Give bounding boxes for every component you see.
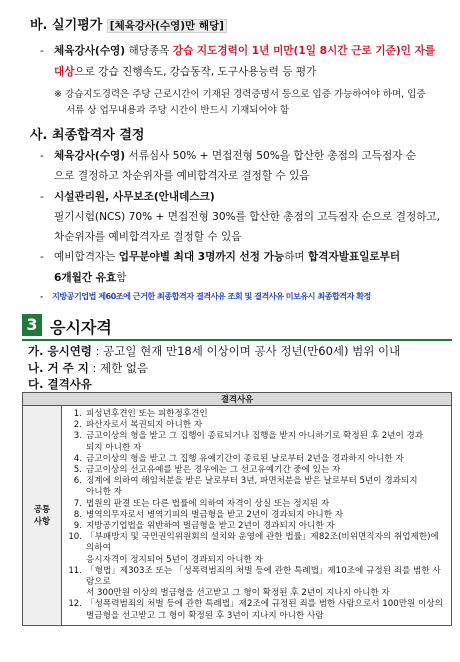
list-item-text: 아니한 자 bbox=[86, 487, 122, 498]
section-ba-tag: [체육강사(수영)만 해당] bbox=[107, 19, 227, 33]
list-item-number: 6. bbox=[73, 476, 82, 487]
list-item bbox=[66, 454, 447, 465]
table-header: 결격사유 bbox=[23, 393, 452, 406]
sa-p1-line-1: - 체육강사(수영) 서류심사 50% + 면접전형 50%을 합산한 총점의 고득점자 순 bbox=[40, 150, 417, 162]
list-item-text: 피성년후견인 또는 피한정후견인 bbox=[86, 409, 208, 419]
list-item-text: 「부패방지 및 국민권익위원회의 설치와 운영에 관한 법률」제82조(비위면직자의 취업제한)에 의하여 bbox=[86, 532, 439, 554]
list-item-text: 「형법」제303조 또는 「성폭력범죄의 처벌 등에 관한 특례법」제10조에 규정된 죄를 범한 사람으로 bbox=[86, 565, 441, 588]
list-item bbox=[66, 465, 447, 476]
list-item-text: 파산자로서 복권되지 아니한 자 bbox=[86, 420, 203, 431]
list-item-number: 8. bbox=[73, 509, 82, 520]
list-item-number: 1. bbox=[73, 409, 82, 419]
list-item-text: 병역의무자로서 병역기피의 벌금형을 받고 2년이 경과되지 아니한 자 bbox=[86, 509, 344, 520]
list-item-text: 응시자격이 정지되어 5년이 경과되지 아니한 자 bbox=[86, 554, 263, 565]
disqualification-heading: 다. 결격사유 bbox=[28, 377, 92, 391]
list-item bbox=[66, 431, 447, 453]
list-item-number: 12. bbox=[68, 599, 82, 610]
list-item bbox=[66, 499, 447, 510]
list-item-number: 2. bbox=[73, 420, 82, 431]
sa-p1-line-2: 으로 결정하고 차순위자를 예비합격자로 결정할 수 있음 bbox=[54, 170, 310, 182]
sa-p4: - 지방공기업법 제60조에 근거한 최종합격자 결격사유 조회 및 결격사유 미보유시 최종합격자 확정 bbox=[40, 291, 371, 301]
list-item-number: 4. bbox=[73, 453, 82, 464]
sa-p3-line-2: 6개월간 유효함 bbox=[54, 272, 127, 284]
list-item-number: 7. bbox=[73, 498, 82, 509]
ba-note-1: ※ 강습지도경력은 주당 근로시간이 기재된 경력증명서 등으로 입증 가능하여야 하며, 입증 bbox=[54, 89, 426, 100]
list-item bbox=[66, 409, 447, 420]
list-item-text: 지방공기업법을 위반하여 벌금형을 받고 2년이 경과되지 아니한 자 bbox=[86, 521, 335, 532]
list-item bbox=[66, 599, 447, 621]
items-cell bbox=[62, 406, 452, 626]
list-item-text: 금고이상의 형을 받고 그 집행 유예기간이 종료된 날로부터 2년을 경과하지 아니한 자 bbox=[86, 453, 404, 464]
list-item-text: 「성폭력범죄의 처벌 등에 관한 특례법」제2조에 규정된 죄를 범한 사람으로서 100만원 이상의 bbox=[86, 599, 443, 610]
list-item-number: 3. bbox=[73, 431, 82, 442]
list-item-text: 금고이상의 선고유예를 받은 경우에는 그 선고유예기간 중에 있는 자 bbox=[86, 465, 341, 476]
eligibility-residence: 나. 거 주 지 : 제한 없음 bbox=[28, 361, 149, 375]
sa-p2-title: - 시설관리원, 사무보조(안내데스크) bbox=[40, 191, 215, 203]
category-cell: 공통 사항 bbox=[23, 406, 62, 626]
list-item bbox=[66, 532, 447, 566]
section-3-rule bbox=[22, 339, 452, 341]
list-item bbox=[66, 420, 447, 431]
eligibility-age: 가. 응시연령 : 공고일 현재 만18세 이상이며 공사 정년(만60세) 범위 이내 bbox=[28, 344, 401, 358]
list-item-text: 되지 아니한 자 bbox=[86, 442, 142, 453]
sa-p2-line-2: 차순위자를 예비합격자로 결정할 수 있음 bbox=[54, 231, 242, 243]
list-item bbox=[66, 521, 447, 532]
section-sa-title: 사. 최종합격자 결정 bbox=[30, 128, 145, 143]
list-item-text: 금고이상의 형을 받고 그 집행이 종료되거나 집행을 받지 아니하기로 확정된 후 2년이 경과 bbox=[86, 431, 424, 442]
section-number-badge: 3 bbox=[22, 314, 42, 336]
list-item bbox=[66, 510, 447, 521]
list-item-text: 서 300만원 이상의 벌금형을 선고받고 그 형이 확정된 후 2년이 지나지 아니한 자 bbox=[86, 588, 390, 599]
list-item-number: 11. bbox=[68, 565, 82, 576]
list-item-text: 징계에 의하여 해임처분을 받은 날로부터 3년, 파면처분을 받은 날로부터 5년이 경과되지 bbox=[86, 476, 418, 487]
list-item-text: 벌금형을 선고받고 그 형이 확정된 후 3년이 지나지 아니한 사람 bbox=[86, 610, 324, 621]
disqualification-table bbox=[22, 392, 452, 626]
section-ba-title: 바. 실기평가 [체육강사(수영)만 해당] bbox=[30, 14, 227, 33]
list-item-text: 법원의 판결 또는 다른 법률에 의하여 자격이 상실 또는 정지된 자 bbox=[86, 498, 330, 509]
list-item bbox=[66, 476, 447, 498]
sa-p2-line-1: 필기시험(NCS) 70% + 면접전형 30%를 합산한 총점의 고득점자 순으로 결정하고, bbox=[54, 211, 441, 223]
ba-line-2: 대상으로 강습 진행속도, 강습동작, 도구사용능력 등 평가 bbox=[54, 66, 317, 78]
section-3-title: 응시자격 bbox=[50, 318, 112, 337]
list-item bbox=[66, 566, 447, 600]
list-item-number: 5. bbox=[73, 465, 82, 476]
list-item-number: 9. bbox=[73, 521, 82, 532]
sa-p3-line-1: - 예비합격자는 업무분야별 최대 3명까지 선정 가능하며 합격자발표일로부터 bbox=[40, 251, 401, 263]
ba-line-1: - 체육강사(수영) 해당종목 강습 지도경력이 1년 미만(1일 8시간 근로 기준)인 자를 bbox=[40, 45, 436, 57]
list-item-number: 10. bbox=[68, 532, 82, 543]
ba-note-2: 서류 상 업무내용과 주당 시간이 반드시 기재되어야 함 bbox=[66, 105, 290, 116]
